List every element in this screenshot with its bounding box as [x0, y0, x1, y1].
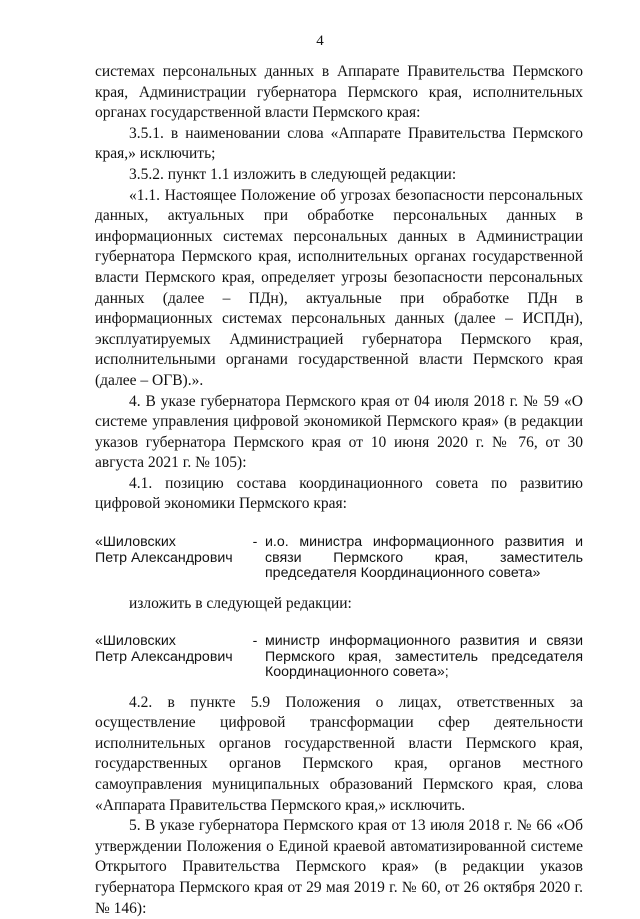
entry-new-name: «Шиловских Петр Александрович	[95, 633, 233, 665]
entry-new-role: министр информационного развития и связи Пермского края, заместитель председателя Координационного совета»;	[265, 633, 583, 681]
paragraph-1-1-quote: «1.1. Настоящее Положение об угрозах безопасности персональных данных, актуальных при обработке персональных данных в информационных системах персональных данных в Администрации губернатора Пермского края, исполнительных органах государственной власти Пермского края, определяет угрозы безопасности персональных данных (далее – ПДн), актуальные при обработке ПДн в информационных системах персональных данных (далее – ИСПДн), эксплуатируемых Администрацией губернатора Пермского края, исполнительными органами государственной власти Пермского края (далее – ОГВ).».	[95, 186, 583, 389]
paragraph-4: 4. В указе губернатора Пермского края от 04 июля 2018 г. № 59 «О системе управления цифровой экономикой Пермского края» (в редакции указов губернатора Пермского края от 10 июня 2020 г. № 76, от 30 августа 2021 г. № 105):	[95, 392, 583, 472]
replace-instruction: изложить в следующей редакции:	[129, 594, 352, 612]
council-entry-new	[95, 634, 583, 681]
council-entry-old	[95, 535, 583, 582]
paragraph-5: 5. В указе губернатора Пермского края от 13 июля 2018 г. № 66 «Об утверждении Положения о Единой краевой автоматизированной системе Открытого Правительства Пермского края» (в редакции указов губернатора Пермского края от 29 мая 2019 г. № 60, от 26 октября 2020 г. № 146):	[95, 817, 583, 917]
paragraph-4-2: 4.2. в пункте 5.9 Положения о лицах, ответственных за осуществление цифровой трансформации сфер деятельности исполнительных органов государственной власти Пермского края, государственных органов Пермского края, органов местного самоуправления муниципальных образований Пермского края, слова «Аппарата Правительства Пермского края,» исключить.	[95, 693, 583, 814]
document-body	[95, 62, 583, 919]
entry-old-name: «Шиловских Петр Александрович	[95, 534, 233, 566]
entry-old-dash: -	[252, 534, 258, 551]
paragraph-4-1: 4.1. позицию состава координационного совета по развитию цифровой экономики Пермского края:	[95, 474, 583, 513]
entry-old-role: и.о. министра информационного развития и связи Пермского края, заместитель председателя Координационного совета»	[265, 534, 583, 582]
entry-new-dash: -	[252, 633, 258, 650]
page-number: 4	[316, 33, 324, 49]
paragraph-3-5-1: 3.5.1. в наименовании слова «Аппарате Правительства Пермского края,» исключить;	[95, 124, 583, 163]
paragraph-continuation: системах персональных данных в Аппарате Правительства Пермского края, Администрации губернатора Пермского края, исполнительных органах государственной власти Пермского края:	[95, 63, 583, 122]
paragraph-3-5-2: 3.5.2. пункт 1.1 изложить в следующей редакции:	[129, 165, 457, 183]
